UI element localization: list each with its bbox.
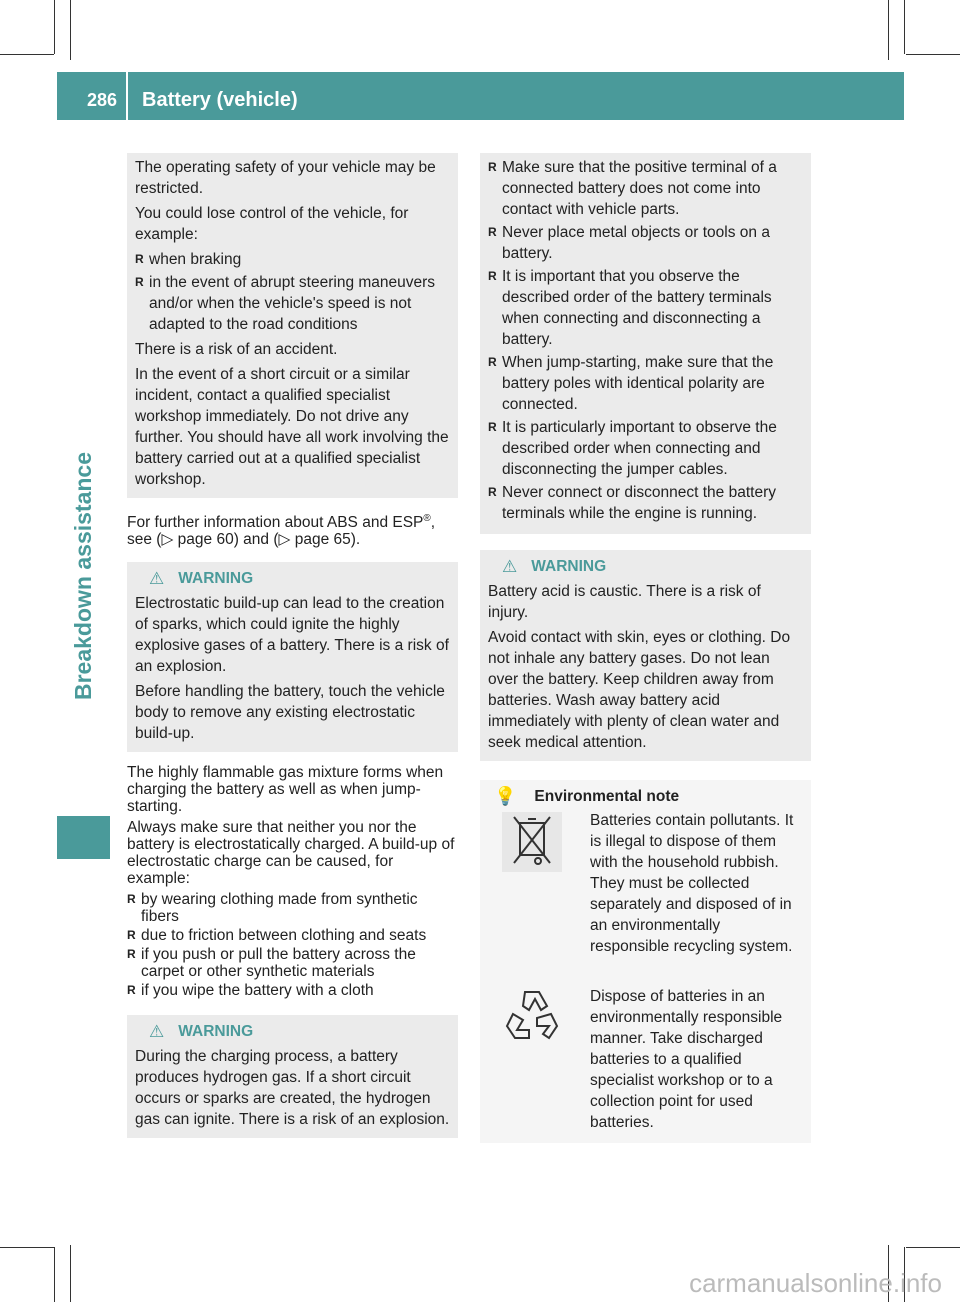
crossed-out-bin-icon [502,812,562,872]
crop-mark [906,54,960,55]
paragraph: In the event of a short circuit or a similar incident, contact a qualified specialist workshop immediately. Do not drive any further. You should have all work involving the battery carried out at a qualified specialist workshop. [135,366,449,488]
warning-triangle-icon: ⚠ [502,557,518,576]
list-item: R by wearing clothing made from synthetic fibers [127,891,458,925]
bullet-list [488,157,803,524]
crop-mark [54,1247,55,1302]
env-title: Environmental note [534,788,680,805]
list-item: R due to friction between clothing and seats [127,927,458,944]
crop-mark [0,54,54,55]
warning-triangle-icon: ⚠ [149,1022,165,1042]
crop-mark [70,1245,71,1302]
crop-mark [888,0,889,60]
page-title: Battery (vehicle) [142,89,298,111]
environmental-note [480,780,811,1143]
list-item: R if you push or pull the battery across the carpet or other synthetic materials [127,946,458,980]
warning-box-hydrogen [127,1015,458,1138]
side-tab-label: Breakdown assistance [70,451,96,700]
list-item: R It is particularly important to observe the described order when connecting and disconnecting the jumper cables. [488,417,803,480]
warning-label: WARNING [178,1023,254,1041]
list-item: R When jump-starting, make sure that the battery poles with identical polarity are connected. [488,352,803,415]
safety-box [127,153,458,498]
further-info [127,510,458,548]
right-column [480,153,811,761]
side-tab-marker [57,816,110,859]
paragraph: Electrostatic build-up can lead to the creation of sparks, which could ignite the highly explosive gases of a battery. There is a risk of an explosion. [135,595,449,676]
paragraph: Battery acid is caustic. There is a risk of injury. [488,583,761,621]
warning-heading [135,568,450,589]
paragraph: There is a risk of an accident. [135,341,338,358]
crop-mark [904,0,905,54]
watermark: carmanualsonline.info [689,1268,942,1298]
gas-info [127,764,458,999]
page-number: 286 [86,90,117,110]
list-item: R It is important that you observe the described order of the battery terminals when connecting and disconnecting a battery. [488,266,803,350]
env-text-2: Dispose of batteries in an environmentally responsible manner. Take discharged batteries to a qualified specialist workshop or to a collection point for used batteries. [590,988,783,1131]
header-separator [126,72,128,120]
crop-mark [70,0,71,60]
list-item: R Never place metal objects or tools on a battery. [488,222,803,264]
warning-triangle-icon: ⚠ [149,569,165,589]
env-heading [494,786,679,807]
bullet-list [127,891,458,999]
further-info-text: For further information about ABS and ESP [127,514,424,532]
paragraph [127,510,458,548]
list-item: R Make sure that the positive terminal of a connected battery does not come into contact with vehicle parts. [488,157,803,220]
registered-mark: ® [423,513,431,524]
env-text-1: Batteries contain pollutants. It is illegal to dispose of them with the household rubbish. They must be collected separately and disposed of in an environmentally responsible recycling system. [590,812,794,955]
bullet-list [135,249,450,335]
paragraph: The highly flammable gas mixture forms when charging the battery as well as when jump-starting. [127,764,444,816]
warning-box-electrostatic [127,562,458,752]
list-item: R if you wipe the battery with a cloth [127,982,458,999]
page-references: , see (▷ page 60) and (▷ page 65). [127,514,436,549]
warning-box-acid [480,550,811,761]
crop-mark [0,1247,54,1248]
recycle-icon [502,985,562,1045]
crop-mark [906,1247,960,1248]
warning-heading [488,556,803,577]
paragraph: You could lose control of the vehicle, for example: [135,205,409,243]
warning-heading [135,1021,450,1042]
list-item: R Never connect or disconnect the battery terminals while the engine is running. [488,482,803,524]
paragraph: Always make sure that neither you nor the battery is electrostatically charged. A build-up of electrostatic charge can be caused, for example: [127,819,455,888]
paragraph: During the charging process, a battery produces hydrogen gas. If a short circuit occurs or sparks are created, the hydrogen gas can ignite. There is a risk of an explosion. [135,1048,450,1129]
warning-label: WARNING [178,570,254,588]
paragraph: Avoid contact with skin, eyes or clothing. Do not inhale any battery gases. Do not lean over the battery. Keep children away from batteries. Wash away battery acid immediately with plenty of clean water and seek medical attention. [488,629,791,751]
left-column [127,153,458,1138]
paragraph: Before handling the battery, touch the vehicle body to remove any existing electrostatic build-up. [135,683,445,743]
list-item: R in the event of abrupt steering maneuvers and/or when the vehicle's speed is not adapted to the road conditions [135,272,450,335]
list-item: R when braking [135,249,450,270]
lightbulb-icon: 💡 [494,786,517,806]
warning-label: WARNING [531,558,607,575]
paragraph: The operating safety of your vehicle may be restricted. [135,159,436,197]
crop-mark [54,0,55,54]
terminal-rules-box [480,153,811,534]
